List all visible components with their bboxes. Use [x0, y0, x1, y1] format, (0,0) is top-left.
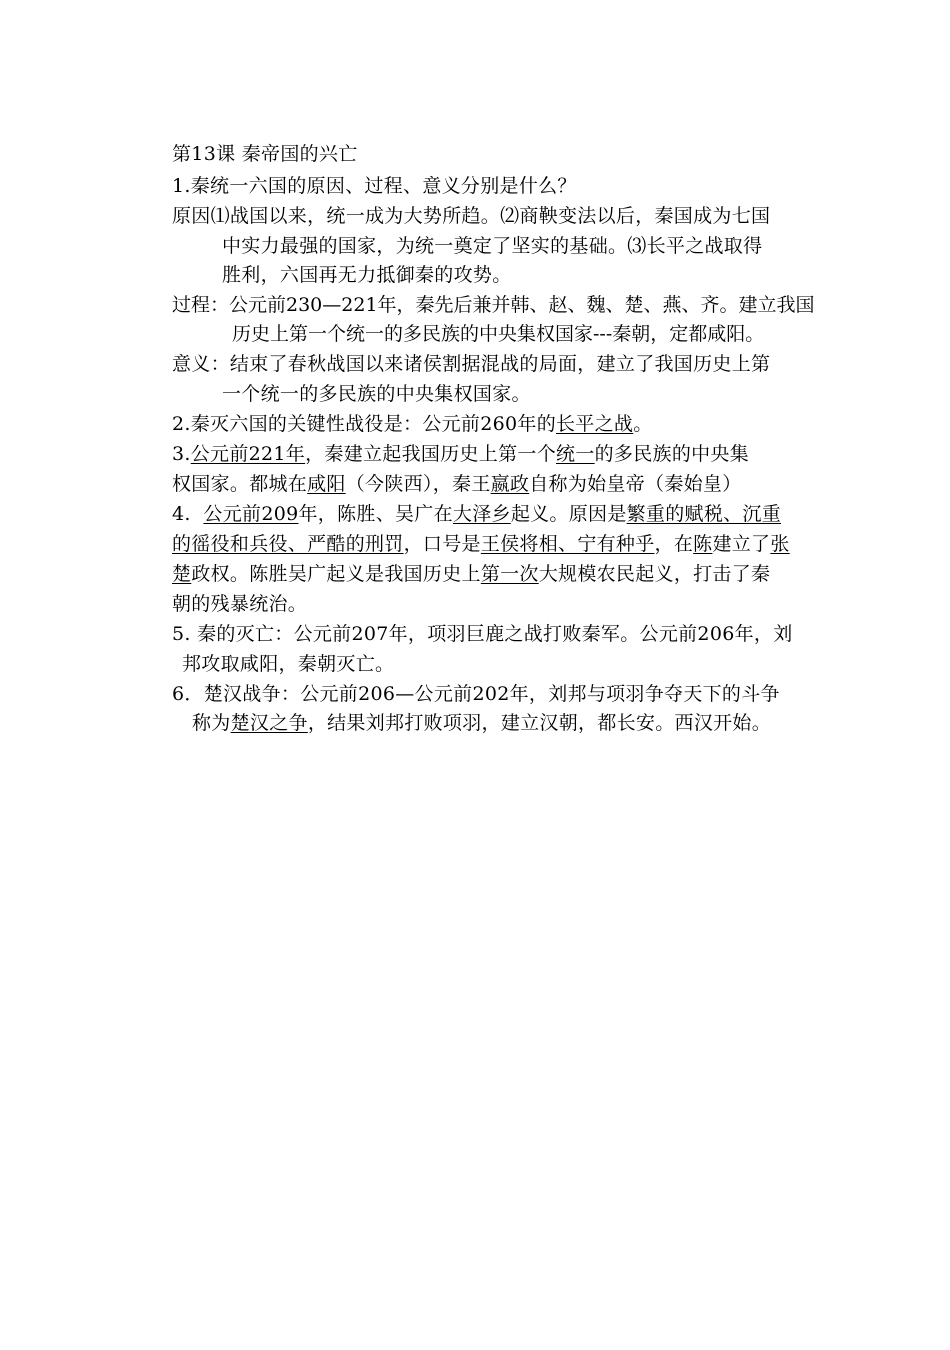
reason-line-1: 原因⑴战国以来，统一成为大势所趋。⑵商鞅变法以后，秦国成为七国	[172, 205, 771, 227]
q4-text-c: ，口号是	[403, 533, 481, 555]
q4-slogan: 王侯将相、宁有种乎	[480, 533, 655, 555]
q4-text-b: 起义。原因是	[510, 503, 627, 525]
question-4-line-2	[172, 531, 790, 557]
q3-year: 公元前221年	[190, 443, 306, 465]
q3-text-d: （今陕西），秦王	[345, 473, 491, 495]
q4-text-d: ，在	[654, 533, 694, 555]
q6-war: 楚汉之争	[230, 712, 308, 734]
q4-text-g: 大规模农民起义，打击了秦	[538, 563, 771, 585]
question-3-line-2	[172, 471, 742, 497]
reason-line-2: 中实力最强的国家，为统一奠定了坚实的基础。⑶长平之战取得	[222, 235, 763, 257]
question-3-line-1	[172, 441, 749, 467]
question-5-line-2: 邦攻取咸阳，秦朝灭亡。	[182, 653, 395, 675]
q2-text: 2.秦灭六国的关键性战役是：公元前260年的	[172, 413, 556, 435]
q3-text-e: 自称为始皇帝（秦始皇）	[529, 473, 742, 495]
question-2	[172, 411, 653, 437]
question-1: 1.秦统一六国的原因、过程、意义分别是什么？	[172, 175, 577, 197]
question-4-line-3	[172, 561, 770, 587]
q4-regime-a: 张	[770, 533, 790, 555]
q3-text-c: 权国家。都城在	[172, 473, 308, 495]
q4-chen: 陈	[693, 533, 713, 555]
question-4-line-4: 朝的残暴统治。	[172, 593, 308, 615]
q4-regime-b: 楚	[172, 563, 192, 585]
q3-text-a: ，秦建立起我国历史上第一个	[305, 443, 557, 465]
lesson-title: 第13课 秦帝国的兴亡	[172, 143, 358, 165]
q3-capital: 咸阳	[307, 473, 346, 495]
q4-text-f: 政权。陈胜吴广起义是我国历史上	[191, 563, 481, 585]
q4-number: 4.	[172, 503, 204, 525]
q3-number: 3.	[172, 443, 191, 465]
question-6-line-2	[192, 710, 771, 736]
q4-year: 公元前209	[203, 503, 299, 525]
q4-first: 第一次	[480, 563, 539, 585]
significance-line-1: 意义：结束了春秋战国以来诸侯割据混战的局面，建立了我国历史上第	[172, 353, 771, 375]
reason-line-3: 胜利，六国再无力抵御秦的攻势。	[222, 264, 512, 286]
q2-battle: 长平之战	[556, 413, 634, 435]
q6-text-b: ，结果刘邦打败项羽，建立汉朝，都长安。西汉开始。	[307, 712, 772, 734]
q4-cause-b: 的徭役和兵役、严酷的刑罚	[172, 533, 404, 555]
q4-text-a: 年，陈胜、吴广在	[298, 503, 453, 525]
q3-unify: 统一	[556, 443, 595, 465]
q6-text-a: 称为	[192, 712, 231, 734]
significance-line-2: 一个统一的多民族的中央集权国家。	[222, 383, 531, 405]
q4-place: 大泽乡	[452, 503, 511, 525]
process-line-2: 历史上第一个统一的多民族的中央集权国家---秦朝，定都咸阳。	[232, 323, 765, 345]
q3-king: 嬴政	[490, 473, 530, 495]
question-5-line-1: 5. 秦的灭亡：公元前207年，项羽巨鹿之战打败秦军。公元前206年，刘	[172, 623, 793, 645]
q4-cause-a: 繁重的赋税、沉重	[626, 503, 782, 525]
question-4-line-1	[172, 501, 781, 527]
q4-text-e: 建立了	[712, 533, 771, 555]
q3-text-b: 的多民族的中央集	[594, 443, 750, 465]
question-6-line-1: 6．楚汉战争：公元前206—公元前202年，刘邦与项羽争夺天下的斗争	[172, 683, 780, 705]
process-line-1: 过程：公元前230—221年，秦先后兼并韩、赵、魏、楚、燕、齐。建立我国	[172, 294, 815, 316]
q2-end: 。	[633, 413, 653, 435]
